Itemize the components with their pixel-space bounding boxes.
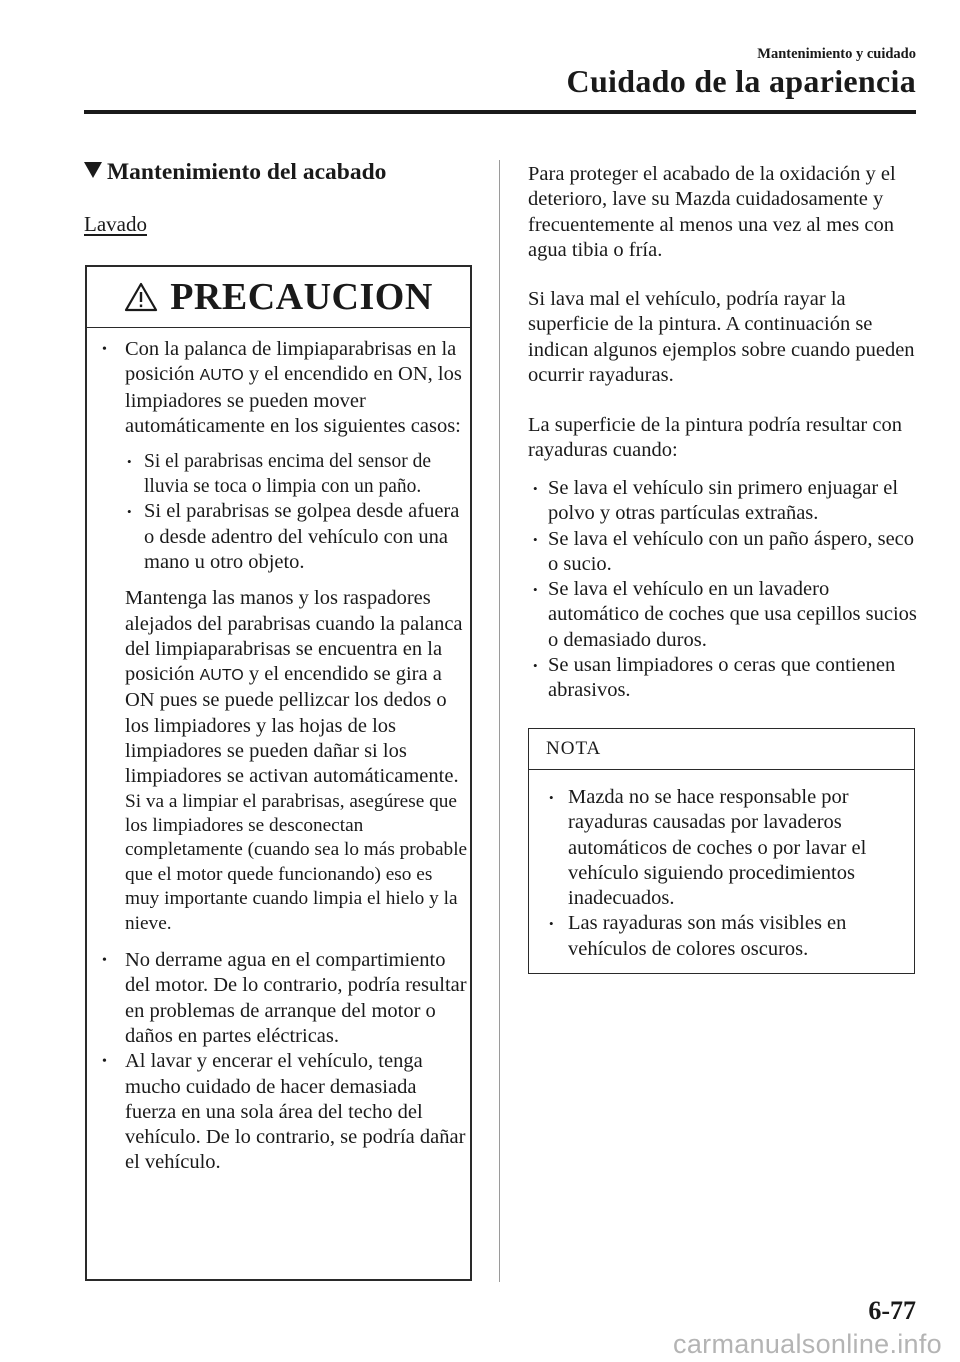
warning-triangle-icon [124, 282, 158, 312]
list-item: • Se lava el vehículo en un lavadero automático de coches que usa cepillos sucios o demasiado duros. [533, 578, 917, 651]
bullet-dot-icon: • [102, 1054, 107, 1070]
bullet-dot-icon: • [533, 582, 538, 598]
watermark: carmanualsonline.info [673, 1329, 942, 1359]
caution-bullet-1: • Con la palanca de limpiaparabrisas en la posición AUTO y el encendido en ON, los limpiadores se pueden mover automáticamente en los siguientes casos: [102, 338, 462, 437]
auto-label: AUTO [199, 667, 244, 685]
nota-body [529, 785, 914, 962]
list-item: • Las rayaduras son más visibles en vehículos de colores oscuros. [549, 912, 847, 960]
caution-subbullet-1: • Si el parabrisas encima del sensor de lluvia se toca o limpia con un paño. [127, 451, 431, 497]
caution-bullet-3: • Al lavar y encerar el vehículo, tenga mucho cuidado de hacer demasiada fuerza en una sola área del techo del vehículo. De lo contrario, se podría dañar el vehículo. [102, 1050, 466, 1174]
list-item: • Mazda no se hace responsable por rayaduras causadas por lavaderos automáticos de coches o por lavar el vehículo siguiendo procedimientos inadecuados. [549, 786, 867, 910]
page-number: 6-77 [868, 1296, 916, 1325]
header-rule [84, 110, 916, 114]
bullet-dot-icon: • [102, 342, 107, 357]
bullet-dot-icon: • [102, 953, 107, 969]
caution-paragraph-1: Mantenga las manos y los raspadores alejados del parabrisas cuando la palanca del limpiaparabrisas se encuentra en la posición AUTO y el encendido se gira a ON pues se puede pellizcar los dedos o los limpiadores y las hojas de los limpiadores se pueden dañar si los limpiadores se activan automáticamente. [125, 587, 463, 788]
bullet-dot-icon: • [533, 658, 538, 674]
list-item: • Se usan limpiadores o ceras que contienen abrasivos. [533, 654, 896, 702]
nota-header: NOTA [529, 729, 914, 770]
subheading-lavado: Lavado [84, 212, 147, 236]
caution-title: PRECAUCION [170, 276, 433, 318]
page-header-chapter: Mantenimiento y cuidado [757, 46, 916, 62]
caution-header [87, 267, 470, 328]
bullet-dot-icon: • [127, 504, 132, 520]
caution-bullet-2: • No derrame agua en el compartimiento del motor. De lo contrario, podría resultar en problemas de arranque del motor o daños en partes eléctricas. [102, 949, 467, 1047]
page-header-title: Cuidado de la apariencia [566, 63, 916, 99]
scratch-causes-list [528, 476, 918, 704]
list-item: • Se lava el vehículo sin primero enjuagar el polvo y otras partículas extrañas. [533, 477, 899, 525]
section-title [84, 159, 386, 186]
caution-paragraph-2: Si va a limpiar el parabrisas, asegúrese que los limpiadores se desconectan completamente (cuando sea lo más probable que el motor quede funcionando) eso es muy importante cuando limpia el hielo y la nieve. [125, 790, 468, 934]
bullet-dot-icon: • [127, 454, 132, 470]
bullet-dot-icon: • [533, 531, 538, 547]
caution-box [85, 265, 472, 1281]
section-title-text: Mantenimiento del acabado [107, 159, 387, 185]
right-paragraph-3: La superficie de la pintura podría resultar con rayaduras cuando: [528, 414, 902, 462]
bullet-dot-icon: • [549, 790, 554, 805]
auto-label: AUTO [199, 367, 244, 385]
right-paragraph-2: Si lava mal el vehículo, podría rayar la superficie de la pintura. A continuación se indican algunos ejemplos sobre cuando pueden ocurrir rayaduras. [528, 288, 915, 386]
column-divider [499, 160, 500, 1282]
list-item: • Se lava el vehículo con un paño áspero, seco o sucio. [533, 527, 915, 575]
right-paragraph-1: Para proteger el acabado de la oxidación y el deterioro, lave su Mazda cuidadosamente y frecuentemente al menos una vez al mes con agua tibia o fría. [528, 163, 896, 261]
bullet-dot-icon: • [549, 916, 554, 932]
bullet-dot-icon: • [533, 481, 538, 496]
nota-box [528, 728, 915, 974]
caution-body [87, 337, 470, 1176]
caution-subbullet-2: • Si el parabrisas se golpea desde afuera o desde adentro del vehículo con una mano u otro objeto. [127, 500, 460, 573]
triangle-bullet-icon [84, 162, 102, 178]
